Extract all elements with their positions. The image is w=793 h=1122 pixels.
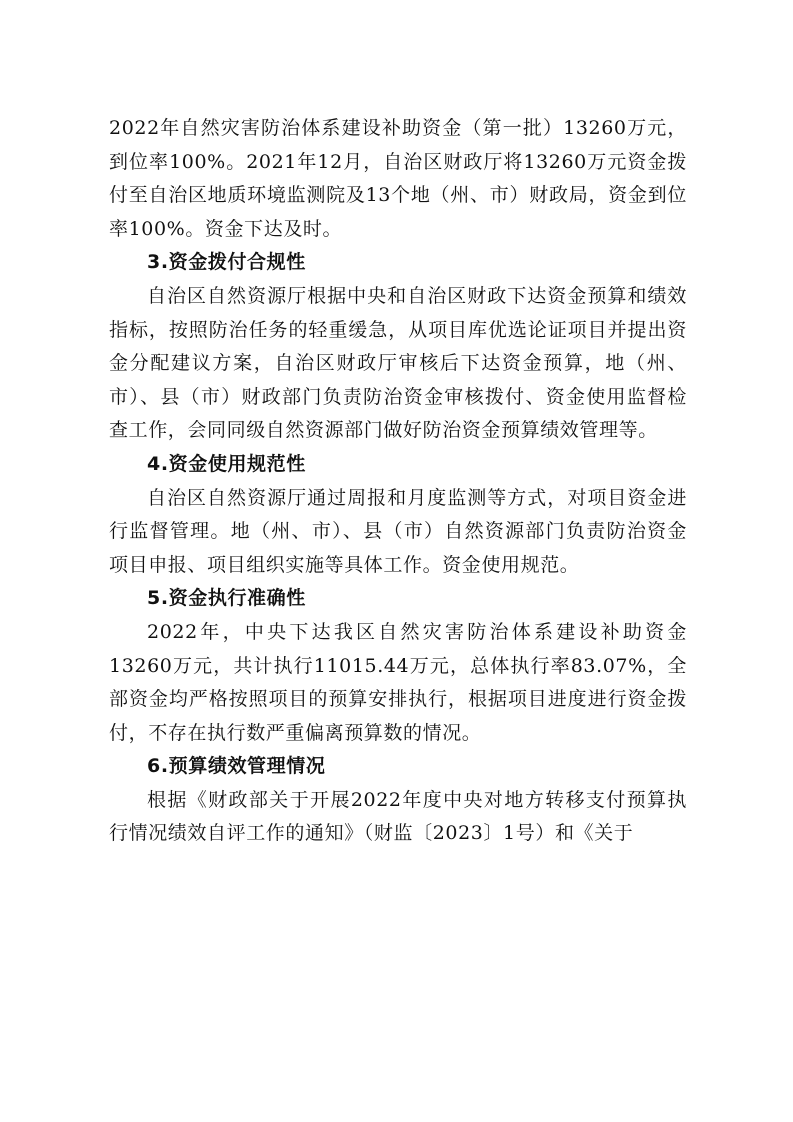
- paragraph-funds-allocation-compliance: 自治区自然资源厅根据中央和自治区财政下达资金预算和绩效指标，按照防治任务的轻重缓急，从项目库优选论证项目并提出资金分配建议方案，自治区财政厅审核后下达资金预算，地（州、市）、县（市）财政部门负责防治资金审核拨付、资金使用监督检查工作，会同同级自然资源部门做好防治资金预算绩效管理等。: [109, 284, 687, 442]
- heading-funds-usage-standard: 4.资金使用规范性: [147, 452, 306, 475]
- paragraph-budget-performance-management: 根据《财政部关于开展2022年度中央对地方转移支付预算执行情况绩效自评工作的通知》（财监〔2023〕1号）和《关于: [109, 788, 687, 845]
- heading-funds-allocation-compliance: 3.资金拨付合规性: [147, 251, 306, 274]
- paragraph-funds-arrival: 2022年自然灾害防治体系建设补助资金（第一批）13260万元，到位率100%。2021年12月，自治区财政厅将13260万元资金拨付至自治区地质环境监测院及13个地（州、市）财政局，资金到位率100%。资金下达及时。: [109, 117, 687, 240]
- heading-budget-performance-management: 6.预算绩效管理情况: [147, 755, 326, 778]
- heading-funds-execution-accuracy: 5.资金执行准确性: [147, 587, 306, 610]
- paragraph-funds-execution-accuracy: 2022年，中央下达我区自然灾害防治体系建设补助资金13260万元，共计执行11015.44万元，总体执行率83.07%，全部资金均严格按照项目的预算安排执行，根据项目进度进行资金拨付，不存在执行数严重偏离预算数的情况。: [109, 620, 687, 744]
- document-page: [109, 112, 687, 851]
- paragraph-funds-usage-standard: 自治区自然资源厅通过周报和月度监测等方式，对项目资金进行监督管理。地（州、市）、县（市）自然资源部门负责防治资金项目申报、项目组织实施等具体工作。资金使用规范。: [109, 486, 687, 576]
